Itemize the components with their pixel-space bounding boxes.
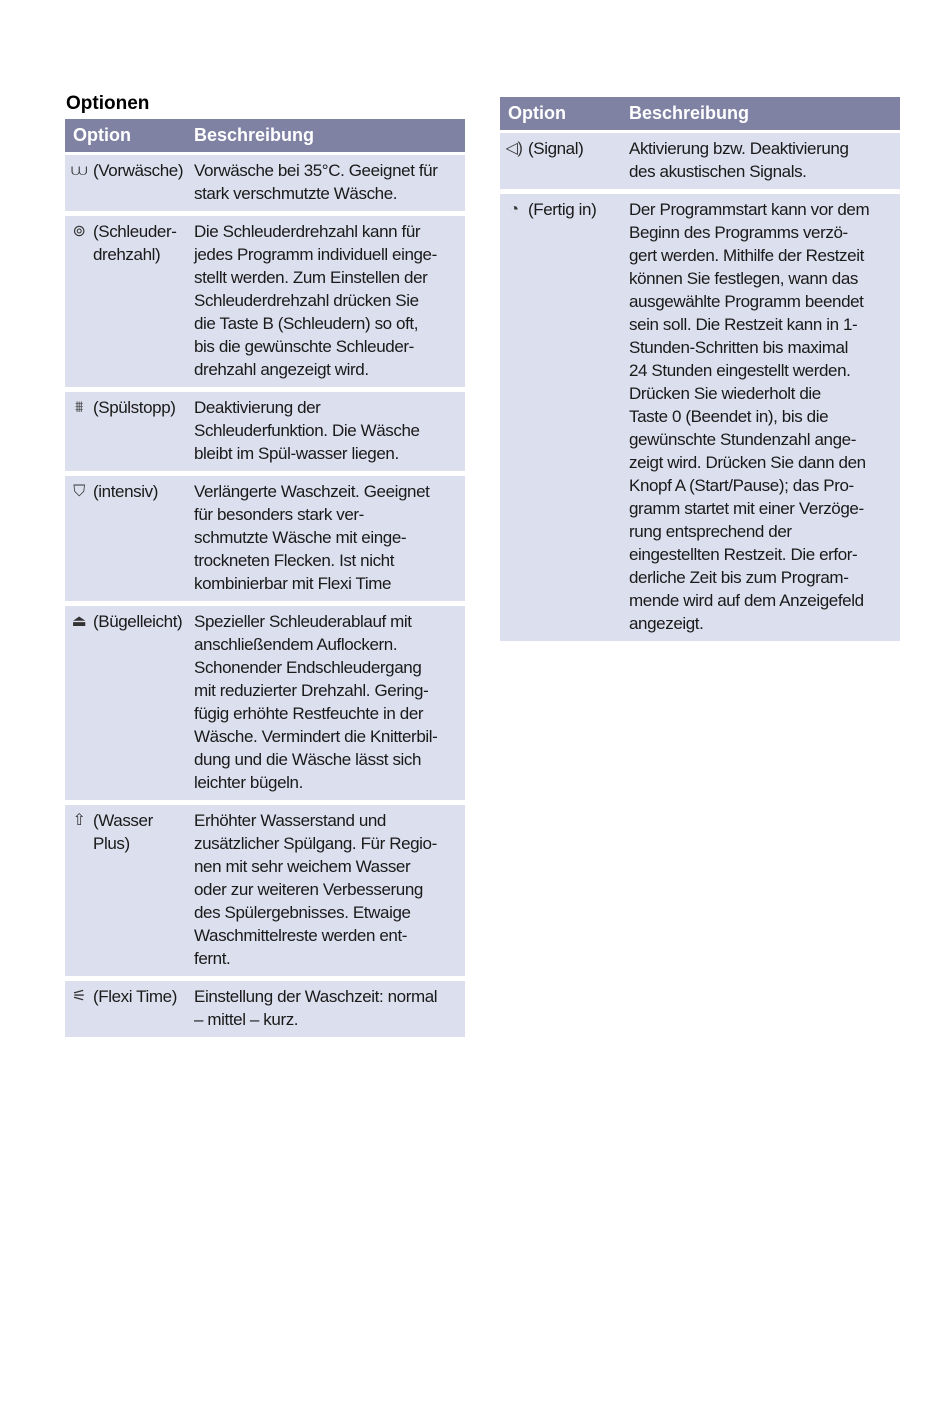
description-cell: Verlängerte Waschzeit. Geeignet für besonders stark ver- schmutzte Wäsche mit einge- trockneten Flecken. Ist nicht kombinierbar mit Flexi Time [194,482,430,593]
options-table-right [500,97,900,641]
table-header [500,97,900,130]
option-cell [500,194,621,641]
finish-in-clock-icon: ◔ [509,201,519,218]
table-row [65,981,465,1037]
option-cell [65,805,186,976]
header-option: Option [508,103,566,123]
flexi-time-icon: ⚟ [72,988,86,1005]
header-option: Option [73,125,131,145]
option-label: (Flexi Time) [93,987,177,1006]
table-row [500,194,900,641]
option-cell [65,476,186,601]
table-header [65,119,465,152]
header-description: Beschreibung [629,103,750,123]
option-label: (Spülstopp) [93,398,176,417]
table-row [65,392,465,471]
table-row [65,805,465,976]
header-description: Beschreibung [194,125,315,145]
option-label: (Schleuder- drehzahl) [93,222,177,264]
spin-speed-icon: ⊚ [72,223,86,240]
options-table-left [65,119,465,1037]
rinse-hold-icon: ⩩ [74,399,84,416]
prewash-icon: ⩊ [71,162,87,179]
option-label: (intensiv) [93,482,158,501]
option-cell [65,216,186,387]
option-label: (Fertig in) [528,200,597,219]
description-cell: Erhöhter Wasserstand und zusätzlicher Spülgang. Für Regio- nen mit sehr weichem Wasser oder zur weiteren Verbesserung des Spülergebnisses. Etwaige Waschmittelreste werden ent- fernt. [194,811,437,968]
section-heading: Optionen [66,93,150,114]
description-cell: Aktivierung bzw. Deaktivierung des akustischen Signals. [629,139,849,181]
option-label: (Wasser Plus) [93,811,153,853]
option-label: (Bügelleicht) [93,612,183,631]
description-cell: Deaktivierung der Schleuderfunktion. Die Wäsche bleibt im Spül-wasser liegen. [194,398,420,463]
option-cell [65,606,186,800]
table-row [500,133,900,189]
description-cell: Die Schleuderdrehzahl kann für jedes Programm individuell einge- stellt werden. Zum Einstellen der Schleuderdrehzahl drücken Sie die Taste B (Schleudern) so oft, bis die gewünschte Schleuder- drehzahl angezeigt wird. [194,222,437,379]
option-cell [65,392,186,471]
intensive-shirt-icon: ⛉ [73,483,85,500]
option-cell [500,133,621,189]
table-row [65,476,465,601]
table-row [65,155,465,211]
option-cell [65,981,186,1037]
description-cell: Spezieller Schleuderablauf mit anschließendem Auflockern. Schonender Endschleudergang mit reduzierter Drehzahl. Gering- fügig erhöhte Restfeuchte in der Wäsche. Vermindert die Knitterbil- dung und die Wäsche lässt sich leichter bügeln. [194,612,438,792]
table-row [65,606,465,800]
description-cell: Einstellung der Waschzeit: normal – mittel – kurz. [194,987,438,1029]
table-row [65,216,465,387]
option-label: (Signal) [528,139,584,158]
water-plus-icon: ⇧ [72,812,86,829]
description-cell: Vorwäsche bei 35°C. Geeignet für stark verschmutzte Wäsche. [194,161,438,203]
easy-iron-icon: ⏏ [71,613,87,630]
option-label: (Vorwäsche) [93,161,184,180]
speaker-signal-icon: ◁) [505,140,523,157]
description-cell: Der Programmstart kann vor dem Beginn des Programms verzö- gert werden. Mithilfe der Restzeit können Sie festlegen, wann das ausgewählte Programm beendet sein soll. Die Restzeit kann in 1- Stunden-Schritten bis maximal 24 Stunden eingestellt werden. Drücken Sie wiederholt die Taste 0 (Beendet in), bis die gewünschte Stundenzahl ange- zeigt wird. Drücken Sie dann den Knopf A (Start/Pause); das Pro- gramm startet mit einer Verzöge- rung entsprechend der eingestellten Restzeit. Die erfor- derliche Zeit bis zum Program- mende wird auf dem Anzeigefeld angezeigt. [629,200,870,633]
option-cell [65,155,186,211]
